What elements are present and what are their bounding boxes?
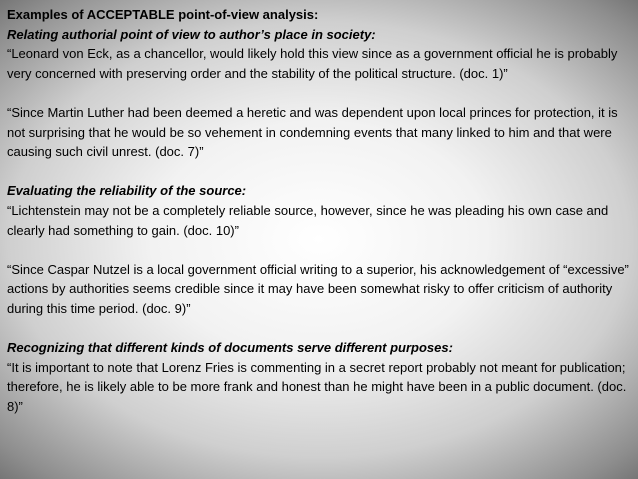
example-paragraph: “Since Martin Luther had been deemed a heretic and was dependent upon local princes for protection, it is not surprising that he would be so vehement in condemning events that many linked to him and that were causing such civil unrest. (doc. 7)” bbox=[7, 104, 618, 160]
spacer bbox=[7, 83, 633, 103]
section-heading-document-purposes: Recognizing that different kinds of documents serve different purposes: bbox=[7, 340, 453, 356]
example-paragraph: “Since Caspar Nutzel is a local government official writing to a superior, his acknowledgement of “excessive” actions by authorities seems credible since it may have been somewhat risky to offer criticism of authority during this time period. (doc. 9)” bbox=[7, 261, 629, 316]
spacer bbox=[7, 162, 633, 182]
slide-content bbox=[7, 5, 633, 416]
spacer bbox=[7, 240, 633, 260]
section-heading-point-of-view: Relating authorial point of view to author’s place in society: bbox=[7, 26, 376, 42]
example-paragraph: “It is important to note that Lorenz Fries is commenting in a secret report probably not meant for publication; therefore, he is likely able to be more frank and honest than he might have been in a public document. (doc. 8)” bbox=[7, 359, 627, 414]
slide-title: Examples of ACCEPTABLE point-of-view analysis: bbox=[7, 7, 319, 22]
example-paragraph: “Lichtenstein may not be a completely reliable source, however, since he was pleading his own case and clearly had something to gain. (doc. 10)” bbox=[7, 202, 609, 238]
example-paragraph: “Leonard von Eck, as a chancellor, would likely hold this view since as a government official he is probably very concerned with preserving order and the stability of the political structure. (doc. 1)” bbox=[7, 46, 618, 81]
section-heading-reliability: Evaluating the reliability of the source: bbox=[7, 183, 247, 199]
spacer bbox=[7, 319, 633, 339]
